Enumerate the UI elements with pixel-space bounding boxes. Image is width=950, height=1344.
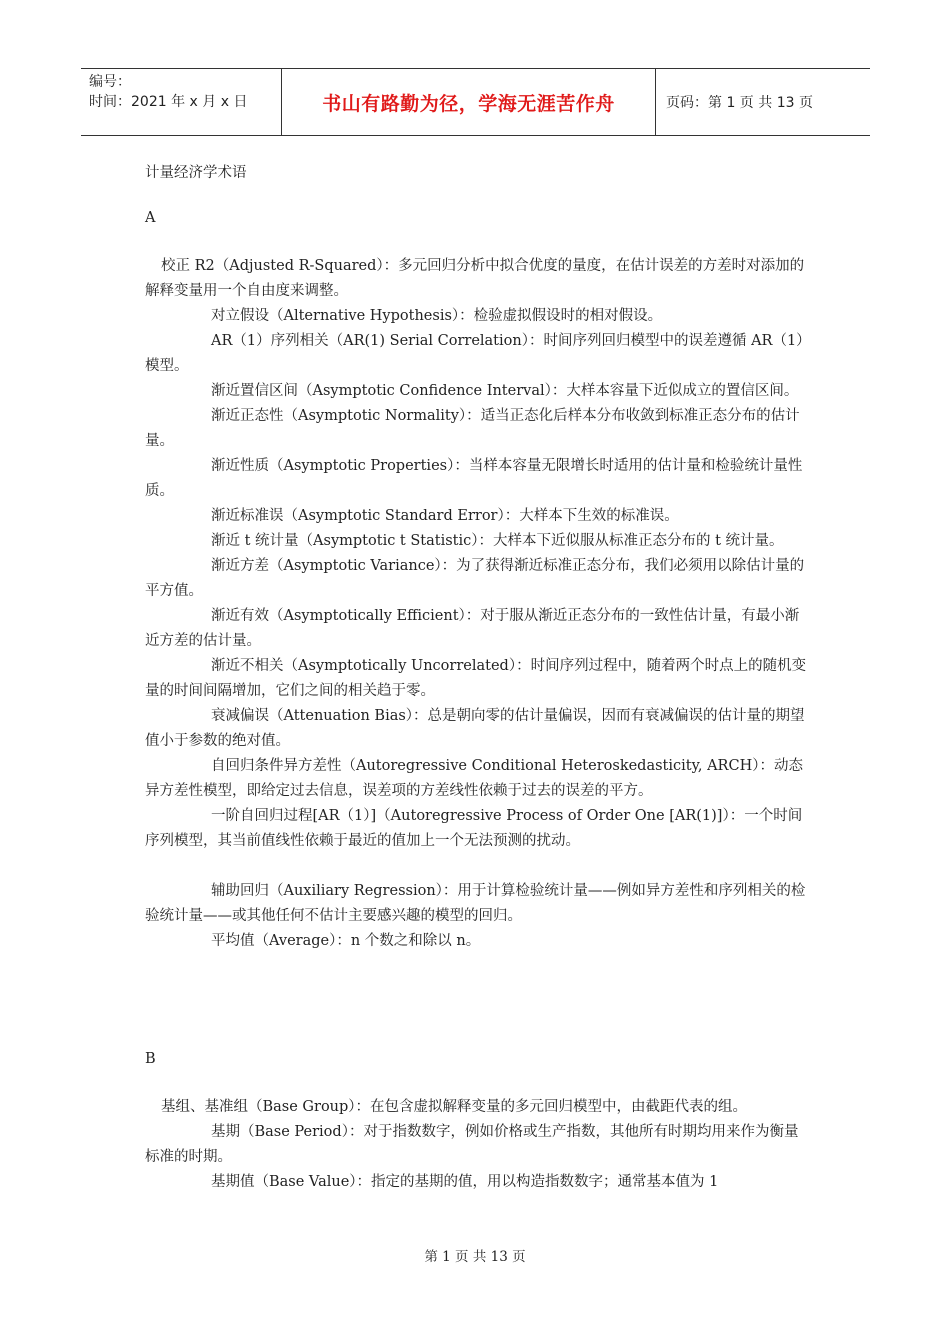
glossary-entry: 渐近性质（Asymptotic Properties）：当样本容量无限增长时适用的估计量和检验统计量性质。 xyxy=(145,458,803,499)
glossary-entry: 辅助回归（Auxiliary Regression）：用于计算检验统计量——例如异方差性和序列相关的检验统计量——或其他任何不估计主要感兴趣的模型的回归。 xyxy=(145,883,806,924)
glossary-entry: 渐近有效（Asymptotically Efficient）：对于服从渐近正态分布的一致性估计量，有最小渐近方差的估计量。 xyxy=(145,608,800,649)
page-header xyxy=(81,68,870,136)
glossary-entry: 渐近正态性（Asymptotic Normality）：适当正态化后样本分布收敛到标准正态分布的估计量。 xyxy=(145,408,800,449)
motto-text: 书山有路勤为径，学海无涯苦作舟 xyxy=(322,92,615,115)
glossary-entry: 渐近不相关（Asymptotically Uncorrelated）：时间序列过程中，随着两个时点上的随机变量的时间间隔增加，它们之间的相关趋于零。 xyxy=(145,658,807,699)
glossary-entry: 一阶自回归过程[AR（1）]（Autoregressive Process of Order One [AR(1)]）：一个时间序列模型，其当前值线性依赖于最近的值加上一个无法预测的扰动。 xyxy=(145,808,803,849)
glossary-entry: 对立假设（Alternative Hypothesis）：检验虚拟假设时的相对假设。 xyxy=(211,308,663,324)
header-meta xyxy=(81,69,281,135)
section-b-entries xyxy=(145,1095,810,1195)
section-heading-a: A xyxy=(145,210,156,226)
glossary-entry: 基组、基准组（Base Group）：在包含虚拟解释变量的多元回归模型中，由截距代表的组。 xyxy=(161,1099,748,1115)
page-footer: 第 1 页 共 13 页 xyxy=(424,1249,526,1265)
glossary-entry: 渐近置信区间（Asymptotic Confidence Interval）：大样本容量下近似成立的置信区间。 xyxy=(211,383,799,399)
glossary-entry: 渐近方差（Asymptotic Variance）：为了获得渐近标准正态分布，我们必须用以除估计量的平方值。 xyxy=(145,558,805,599)
glossary-entry: AR（1）序列相关（AR(1) Serial Correlation）：时间序列回归模型中的误差遵循 AR（1）模型。 xyxy=(145,333,804,374)
number-label: 编号： xyxy=(89,74,131,90)
header-page-info: 页码：第 1 页 共 13 页 xyxy=(666,95,813,111)
glossary-entry: 基期值（Base Value）：指定的基期的值，用以构造指数数字；通常基本值为 1 xyxy=(211,1174,719,1190)
time-label: 时间：2021 年 x 月 x 日 xyxy=(89,94,248,110)
glossary-entry: 平均值（Average）：n 个数之和除以 n。 xyxy=(211,933,481,949)
section-heading-b: B xyxy=(145,1051,156,1067)
glossary-entry: 基期（Base Period）：对于指数数字，例如价格或生产指数，其他所有时期均用来作为衡量标准的时期。 xyxy=(145,1124,799,1165)
document-title: 计量经济学术语 xyxy=(145,165,247,181)
glossary-entry: 校正 R2（Adjusted R-Squared）：多元回归分析中拟合优度的量度，在估计误差的方差时对添加的解释变量用一个自由度来调整。 xyxy=(145,258,805,299)
glossary-entry: 自回归条件异方差性（Autoregressive Conditional Heteroskedasticity, ARCH）：动态异方差性模型，即给定过去信息，误差项的方差线性依赖于过去的误差的平方。 xyxy=(145,758,803,799)
section-a-entries xyxy=(145,254,810,954)
glossary-entry: 渐近标准误（Asymptotic Standard Error）：大样本下生效的标准误。 xyxy=(211,508,679,524)
header-motto-cell xyxy=(281,69,656,135)
glossary-entry: 衰减偏误（Attenuation Bias）：总是朝向零的估计量偏误，因而有衰减偏误的估计量的期望值小于参数的绝对值。 xyxy=(145,708,805,749)
glossary-entry: 渐近 t 统计量（Asymptotic t Statistic）：大样本下近似服从标准正态分布的 t 统计量。 xyxy=(211,533,784,549)
